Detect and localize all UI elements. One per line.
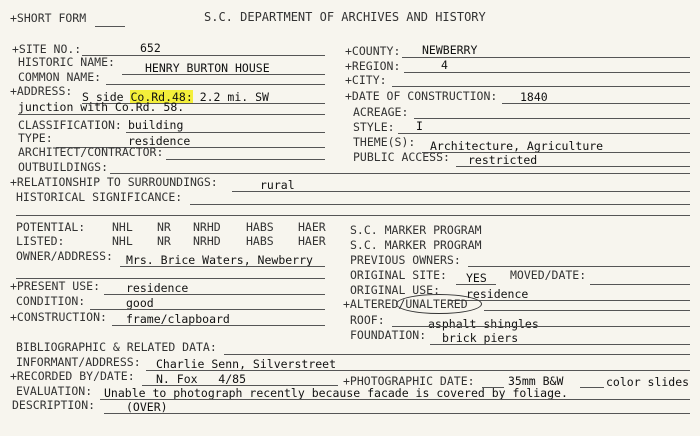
informant-label: INFORMANT/ADDRESS: xyxy=(16,355,141,369)
construction-label: +CONSTRUCTION: xyxy=(10,310,107,324)
acreage-label: ACREAGE: xyxy=(353,105,409,119)
type-value: residence xyxy=(128,134,191,148)
recorded-value: N. Fox 4/85 xyxy=(156,372,247,386)
form-title: S.C. DEPARTMENT OF ARCHIVES AND HISTORY xyxy=(204,10,486,24)
public-access-label: PUBLIC ACCESS: xyxy=(353,150,450,164)
original-site-value: YES xyxy=(466,271,487,285)
address-part-1: S side xyxy=(82,90,131,104)
significance-label: HISTORICAL SIGNIFICANCE: xyxy=(16,190,183,204)
bibliographic-label: BIBLIOGRAPHIC & RELATED DATA: xyxy=(16,340,217,354)
previous-owners-label: PREVIOUS OWNERS: xyxy=(350,253,461,267)
themes-label: THEME(S): xyxy=(353,135,416,149)
listed-label: LISTED: xyxy=(16,234,65,248)
site-no-line xyxy=(82,55,325,56)
potential-haer: HAER xyxy=(298,220,326,234)
type-label: TYPE: xyxy=(18,131,53,145)
bibliographic-line xyxy=(224,354,690,355)
city-line xyxy=(392,86,690,87)
public-access-value: restricted xyxy=(468,153,538,167)
acreage-line xyxy=(414,118,690,119)
listed-nr: NR xyxy=(157,234,171,248)
classification-value: building xyxy=(128,118,184,132)
condition-label: CONDITION: xyxy=(16,294,86,308)
original-use-label: ORIGINAL USE: xyxy=(350,283,441,297)
themes-value: Architecture, Agriculture xyxy=(430,139,604,153)
historic-name-label: HISTORIC NAME: xyxy=(18,55,115,69)
address-part-2: 2.2 mi. SW xyxy=(192,90,269,104)
construction-value: frame/clapboard xyxy=(126,312,230,326)
photo-color-value: color slides xyxy=(606,375,690,389)
style-line xyxy=(398,133,690,134)
potential-nhl: NHL xyxy=(112,220,133,234)
common-name-label: COMMON NAME: xyxy=(18,70,102,84)
owner-line xyxy=(120,266,325,267)
unaltered-text: /UNALTERED xyxy=(398,297,468,311)
description-value: (OVER) xyxy=(126,400,168,414)
roof-line xyxy=(392,326,690,327)
present-use-line xyxy=(104,294,325,295)
description-label: DESCRIPTION: xyxy=(12,398,96,412)
photo-bw-value: 35mm B&W xyxy=(508,374,564,388)
public-access-line xyxy=(456,166,690,167)
construction-line xyxy=(112,325,325,326)
relationship-value: rural xyxy=(260,178,295,192)
significance-line xyxy=(190,204,690,205)
listed-habs: HABS xyxy=(246,234,274,248)
original-use-value: residence xyxy=(466,287,529,301)
moved-date-line xyxy=(590,284,690,285)
address-label: +ADDRESS: xyxy=(10,84,73,98)
site-no-label: +SITE NO.: xyxy=(12,42,82,56)
county-label: +COUNTY: xyxy=(345,44,401,58)
listed-nrhd: NRHD xyxy=(193,234,221,248)
relationship-line xyxy=(232,191,690,192)
address-line2-rule xyxy=(18,114,325,115)
historic-name-value: HENRY BURTON HOUSE xyxy=(145,61,270,75)
original-site-line xyxy=(456,284,496,285)
description-line xyxy=(104,413,690,414)
relationship-label: +RELATIONSHIP TO SURROUNDINGS: xyxy=(10,175,218,189)
recorded-label: +RECORDED BY/DATE: xyxy=(10,369,135,383)
potential-nrhd: NRHD xyxy=(193,220,221,234)
evaluation-line xyxy=(100,399,690,400)
architect-line xyxy=(166,159,325,160)
site-no-value: 652 xyxy=(140,41,161,55)
original-site-label: ORIGINAL SITE: xyxy=(350,268,447,282)
roof-label: ROOF: xyxy=(350,313,385,327)
potential-habs: HABS xyxy=(246,220,274,234)
date-construction-line xyxy=(502,103,690,104)
condition-line xyxy=(90,309,325,310)
short-form-label: +SHORT FORM xyxy=(10,11,87,25)
condition-value: good xyxy=(126,296,154,310)
moved-date-label: MOVED/DATE: xyxy=(510,268,587,282)
roof-value: asphalt shingles xyxy=(428,317,539,331)
outbuildings-line xyxy=(110,173,690,174)
date-construction-label: +DATE OF CONSTRUCTION: xyxy=(345,89,498,103)
unaltered-circle xyxy=(396,294,482,314)
style-value: I xyxy=(416,119,423,133)
classification-label: CLASSIFICATION: xyxy=(18,118,122,132)
address-line2: junction with Co.Rd. 58. xyxy=(18,100,185,114)
previous-owners-line xyxy=(468,266,690,267)
potential-nr: NR xyxy=(157,220,171,234)
date-construction-value: 1840 xyxy=(520,90,548,104)
foundation-value: brick piers xyxy=(442,331,519,345)
classification-line xyxy=(126,132,325,133)
photo-date-label: +PHOTOGRAPHIC DATE: xyxy=(343,374,475,388)
present-use-value: residence xyxy=(126,281,189,295)
present-use-label: +PRESENT USE: xyxy=(10,279,101,293)
altered-text: +ALTERED xyxy=(343,297,399,311)
evaluation-label: EVALUATION: xyxy=(16,384,93,398)
foundation-label: FOUNDATION: xyxy=(350,328,427,342)
potential-label: POTENTIAL: xyxy=(16,220,86,234)
evaluation-value: Unable to photograph recently because facade is covered by foliage. xyxy=(104,386,568,400)
foundation-line xyxy=(430,344,690,345)
outbuildings-label: OUTBUILDINGS: xyxy=(18,160,109,174)
informant-value: Charlie Senn, Silverstreet xyxy=(156,357,337,371)
region-value: 4 xyxy=(441,58,448,72)
informant-line xyxy=(146,370,690,371)
marker-program-1: S.C. MARKER PROGRAM xyxy=(350,223,482,237)
listed-haer: HAER xyxy=(298,234,326,248)
themes-line xyxy=(422,152,690,153)
historic-name-line xyxy=(122,74,325,75)
owner-value: Mrs. Brice Waters, Newberry xyxy=(126,253,313,267)
city-label: +CITY: xyxy=(345,73,387,87)
common-name-line xyxy=(106,84,325,85)
owner-label: OWNER/ADDRESS: xyxy=(16,249,113,263)
county-value: NEWBERRY xyxy=(422,43,478,57)
architect-label: ARCHITECT/CONTRACTOR: xyxy=(18,145,164,159)
significance-line-2 xyxy=(16,215,690,216)
original-use-line xyxy=(448,300,690,301)
region-line xyxy=(404,72,690,73)
short-form-line xyxy=(95,26,125,27)
marker-program-2: S.C. MARKER PROGRAM xyxy=(350,238,482,252)
region-label: +REGION: xyxy=(345,59,401,73)
photo-color-line xyxy=(580,387,604,388)
style-label: STYLE: xyxy=(353,120,395,134)
address-highlight: Co.Rd.48: xyxy=(130,90,193,104)
altered-line xyxy=(484,310,690,311)
listed-nhl: NHL xyxy=(112,234,133,248)
